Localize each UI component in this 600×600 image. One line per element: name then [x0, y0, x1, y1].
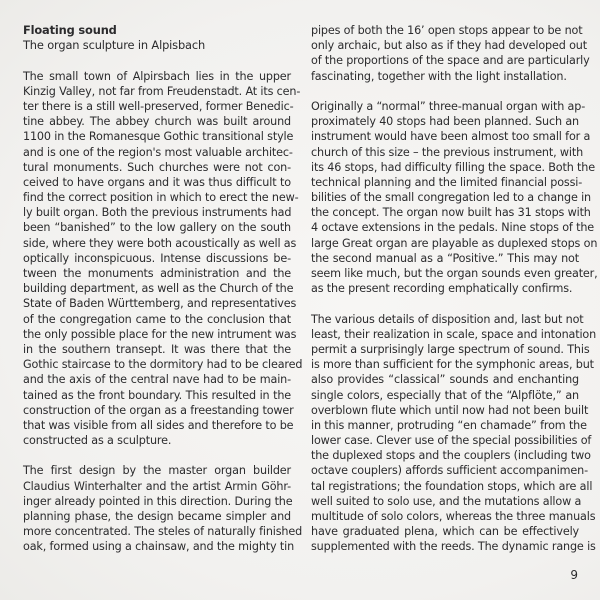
left-column [23, 23, 303, 570]
text-line: lower case. Clever use of the special possibilities of [311, 434, 592, 448]
article-subtitle: The organ sculpture in Alpisbach [23, 38, 206, 53]
text-line: the second manual as a “Positive.” This may not [311, 251, 579, 265]
paragraph-sound-spectrum [311, 312, 597, 555]
text-line: as the present recording emphatically confirms. [311, 282, 573, 296]
text-line: 1100 in the Romanesque Gothic transitional style [23, 130, 294, 144]
text-line: its 46 stops, had difficulty filling the space. Both the [311, 160, 595, 174]
text-line: that was visible from all sides and therefore to be [23, 418, 294, 432]
text-line: overblown flute which until now had not been built [311, 403, 589, 417]
text-line: ly built organ. Both the previous instruments had [23, 206, 292, 220]
text-line: ter there is a still well-preserved, former Benedic- [23, 99, 294, 113]
text-line: ceived to have organs and it was thus difficult to [23, 175, 291, 189]
text-line: Originally a “normal” three-manual organ with ap- [311, 99, 586, 113]
text-line: is more than sufficient for the symphonic areas, but [311, 358, 594, 372]
text-line: and the axis of the central nave had to be main- [23, 373, 291, 387]
text-line: technical planning and the limited financial possi- [311, 175, 583, 189]
text-line: seem like much, but the organ sounds even greater, [311, 267, 598, 280]
text-line: single colors, especially that of the “Alpflöte,” an [311, 388, 579, 402]
text-line: fascinating, together with the light installation. [311, 69, 567, 83]
text-line: The first design by the master organ builder [23, 464, 291, 478]
text-line: church of this size – the previous instrument, with [311, 145, 584, 159]
text-line: permit a surprisingly large spectrum of sound. This [311, 342, 590, 356]
text-line: proximately 40 stops had been planned. Such an [311, 115, 579, 129]
text-line: least, their realization in scale, space and intonation [311, 327, 597, 341]
text-line: multitude of solo colors, whereas the three manuals [311, 510, 596, 523]
paragraph-pipes [311, 23, 590, 84]
article-title: Floating sound [23, 23, 117, 37]
text-line: Gothic staircase to the dormitory had to be cleared [23, 358, 303, 372]
text-line: tine abbey. The abbey church was built around [23, 115, 291, 129]
text-line: instrument would have been almost too small for a [311, 130, 591, 144]
text-line: building department, as well as the Church of the [23, 282, 294, 296]
text-line: find the correct position in which to erect the new- [23, 191, 299, 205]
text-line: Kinzig Valley, not far from Freudenstadt. At its cen- [23, 84, 301, 98]
text-line: well suited to solo use, and the mutations allow a [311, 494, 582, 508]
text-line: pipes of both the 16’ open stops appear to be not [311, 24, 583, 37]
text-line: side, where they were both acoustically as well as [23, 236, 297, 250]
text-line: large Great organ are playable as duplexed stops on [311, 236, 598, 250]
text-line: optically inconspicuous. Intense discussions be- [23, 251, 291, 265]
text-line: tural monuments. Such churches were not con- [23, 160, 291, 174]
text-line: octave couplers) affords sufficient accompanimen- [311, 464, 588, 478]
text-line: been “banished” to the low gallery on the south [23, 221, 291, 235]
paragraph-stops [311, 99, 598, 296]
article-heading [23, 23, 291, 53]
text-line: tween the monuments administration and the [23, 267, 291, 280]
text-line: also provides “classical” sounds and enchanting [311, 373, 579, 387]
text-line: only archaic, but also as if they had developed out [311, 39, 587, 53]
paragraph-first-design [23, 463, 303, 554]
text-line: in the southern transept. It was there that the [23, 342, 291, 356]
text-line: tal registrations; the foundation stops, which are all [311, 479, 593, 493]
text-line: of the proportions of the space and are particularly [311, 54, 590, 68]
text-line: supplemented with the reeds. The dynamic range is [311, 540, 596, 554]
text-line: State of Baden Württemberg, and representatives [23, 297, 297, 311]
text-line: and is one of the region's most valuable architec- [23, 145, 293, 159]
text-line: oak, formed using a chainsaw, and the mighty tin [23, 540, 295, 554]
text-line: tained as the front boundary. This resulted in the [23, 388, 291, 402]
text-line: construction of the organ as a freestanding tower [23, 403, 294, 417]
text-line: the duplexed stops and the couplers (including two [311, 449, 591, 463]
text-line: 4 octave extensions in the pedals. Nine stops of the [311, 221, 595, 235]
text-line: planning phase, the design became simpler and [23, 510, 291, 523]
text-line: constructed as a sculpture. [23, 434, 172, 448]
page-number: 9 [570, 568, 578, 582]
paragraph-location [23, 69, 303, 449]
text-line: the concept. The organ now built has 31 stops with [311, 206, 591, 220]
text-line: The various details of disposition and, last but not [311, 312, 584, 326]
text-line: more concentrated. The steles of naturally finished [23, 525, 303, 539]
text-line: Claudius Winterhalter and the artist Armin Göhr- [23, 479, 291, 493]
text-line: bilities of the small congregation led to a change in [311, 191, 591, 205]
text-line: in this manner, protruding “en chamade” from the [311, 418, 587, 432]
text-line: inger already pointed in this direction. During the [23, 494, 293, 508]
text-line: The small town of Alpirsbach lies in the upper [23, 69, 291, 83]
right-column [311, 23, 598, 570]
text-line: the only possible place for the new intrument was [23, 327, 297, 341]
text-line: of the congregation came to the conclusion that [23, 312, 291, 326]
text-line: have graduated plena, which can be effectively [311, 525, 579, 539]
